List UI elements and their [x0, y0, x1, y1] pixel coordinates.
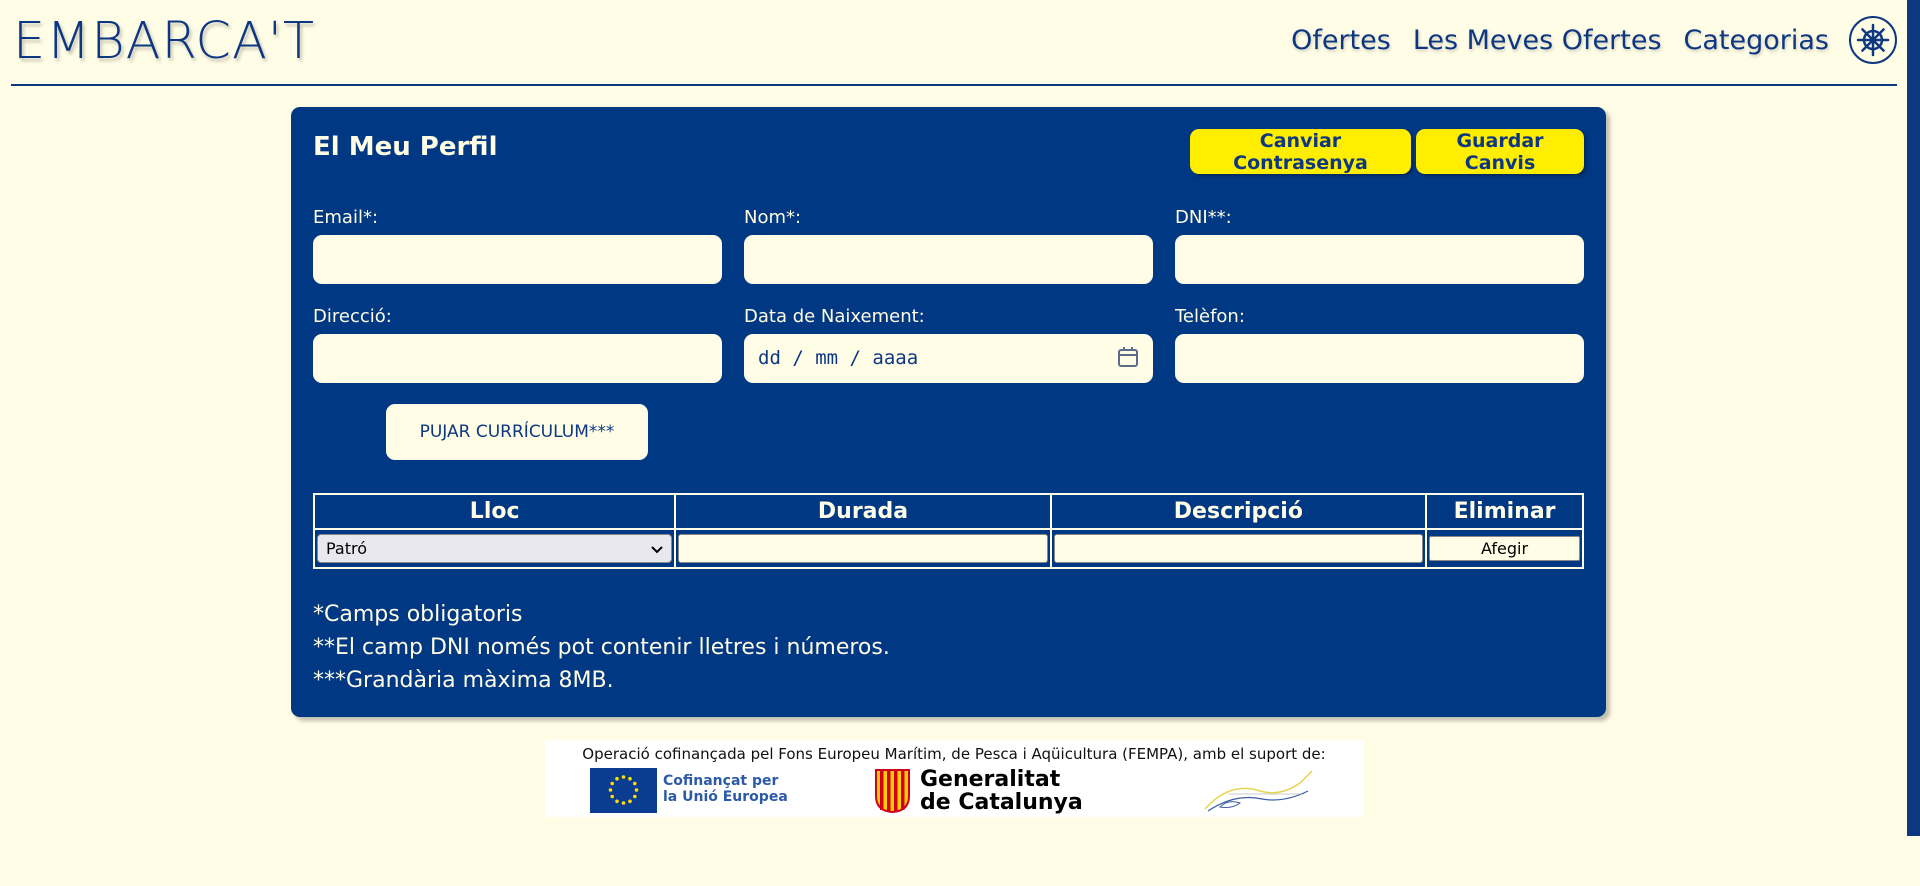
descripcio-input[interactable] [1054, 534, 1423, 563]
birthdate-field[interactable] [744, 334, 1153, 383]
note-dni: **El camp DNI només pot contenir lletres i números. [313, 635, 890, 660]
top-header [11, 0, 1897, 86]
name-field[interactable] [744, 235, 1153, 284]
calendar-icon[interactable] [1117, 346, 1139, 373]
fishermen-organization-logo [1200, 761, 1315, 816]
site-logo[interactable]: EMBARCA'T [13, 12, 316, 71]
gen-text-line1: Generalitat [920, 767, 1061, 792]
lloc-select-value: Patró [326, 539, 368, 558]
ship-wheel-icon[interactable] [1849, 16, 1897, 64]
address-field[interactable] [313, 334, 722, 383]
cell-eliminar [1426, 529, 1583, 568]
save-changes-button[interactable]: Guardar Canvis [1416, 129, 1584, 174]
eu-flag-logo [590, 768, 657, 813]
profile-panel [291, 107, 1606, 717]
col-header-eliminar: Eliminar [1426, 494, 1583, 529]
note-required: *Camps obligatoris [313, 602, 523, 627]
durada-input[interactable] [678, 534, 1047, 563]
eu-text-line2: la Unió Europea [663, 789, 788, 805]
gen-text-line2: de Catalunya [920, 790, 1083, 815]
cell-lloc [314, 529, 675, 568]
birthdate-label: Data de Naixement: [744, 306, 925, 327]
add-row-button[interactable]: Afegir [1429, 536, 1580, 561]
cell-descripcio [1051, 529, 1426, 568]
email-field[interactable] [313, 235, 722, 284]
funding-footer [545, 740, 1363, 817]
birthdate-placeholder: dd / mm / aaaa [758, 347, 919, 369]
cell-durada [675, 529, 1050, 568]
right-edge-stripe [1907, 0, 1920, 836]
lloc-select[interactable] [317, 534, 672, 563]
address-label: Direcció: [313, 306, 392, 327]
main-nav [1269, 16, 1897, 64]
col-header-lloc: Lloc [314, 494, 675, 529]
nav-les-meves-ofertes[interactable]: Les Meves Ofertes [1412, 24, 1662, 56]
form-notes [313, 598, 890, 697]
eu-text-line1: Cofinançat per [663, 773, 779, 789]
col-header-durada: Durada [675, 494, 1050, 529]
table-row [314, 529, 1583, 568]
funding-text: Operació cofinançada pel Fons Europeu Marítim, de Pesca i Aqüicultura (FEMPA), amb el suport de: [582, 745, 1326, 763]
name-label: Nom*: [744, 207, 802, 228]
chevron-down-icon [651, 539, 663, 558]
dni-field[interactable] [1175, 235, 1584, 284]
phone-label: Telèfon: [1175, 306, 1245, 327]
nav-ofertes[interactable]: Ofertes [1291, 24, 1391, 56]
generalitat-logo [874, 768, 911, 813]
email-label: Email*: [313, 207, 379, 228]
eu-cofinancing-text [663, 773, 788, 805]
upload-cv-button[interactable]: PUJAR CURRÍCULUM*** [386, 404, 648, 460]
profile-title: El Meu Perfil [313, 132, 498, 162]
col-header-descripcio: Descripció [1051, 494, 1426, 529]
table-header-row [314, 494, 1583, 529]
experience-table [313, 493, 1584, 569]
change-password-button[interactable]: Canviar Contrasenya [1190, 129, 1411, 174]
nav-categorias[interactable]: Categorias [1683, 24, 1829, 56]
generalitat-text [920, 768, 1083, 814]
dni-label: DNI**: [1175, 207, 1232, 228]
note-max-size: ***Grandària màxima 8MB. [313, 668, 614, 693]
phone-field[interactable] [1175, 334, 1584, 383]
